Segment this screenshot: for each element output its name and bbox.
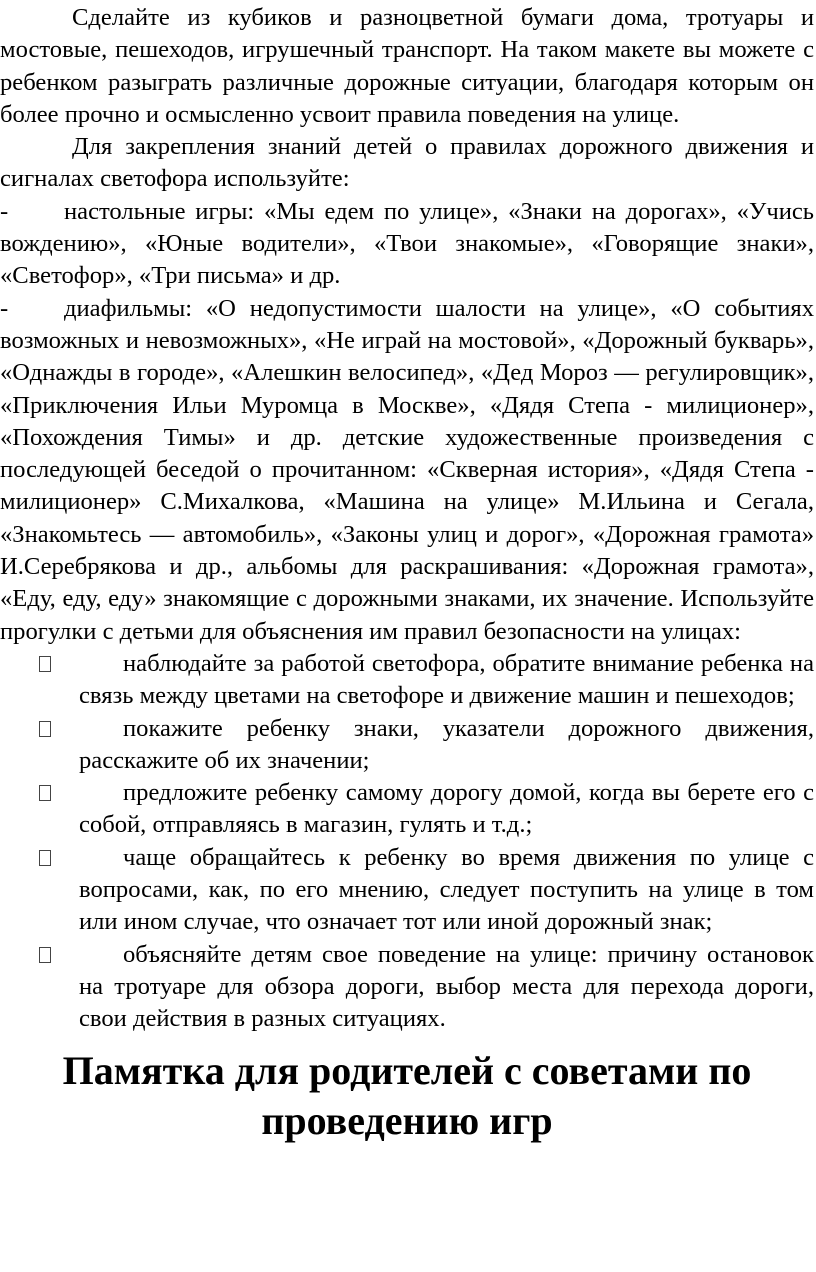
list-item — [79, 648, 814, 713]
paragraph-usage: Для закрепления знаний детей о правилах дорожного движения и сигналах светофора используйте: — [0, 133, 814, 193]
bullet-box-icon — [39, 656, 51, 672]
list-item — [79, 713, 814, 778]
paragraph-intro: Сделайте из кубиков и разноцветной бумаги дома, тротуары и мостовые, пешеходов, игрушечный транспорт. На таком макете вы можете с ребенком разыграть различные дорожные ситуации, благодаря которым он более прочно и осмысленно усвоит правила поведения на улице. — [0, 4, 814, 128]
dash-item-text: диафильмы: «О недопустимости шалости на улице», «О событиях возможных и невозможных», «Не играй на мостовой», «Дорожный букварь», «Однажды в городе», «Алешкин велосипед», «Дед Мороз — регулировщик», «Приключения Ильи Муромца в Москве», «Дядя Степа - милиционер», «Похождения Тимы» и др. детские художественные произведения с последующей беседой о прочитанном: «Скверная история», «Дядя Степа - милиционер» С.Михалкова, «Машина на улице» М.Ильина и Сегала, «Знакомьтесь — автомобиль», «Законы улиц и дорог», «Дорожная грамота» И.Серебрякова и др., альбомы для раскрашивания: «Дорожная грамота», «Еду, еду, еду» знакомящие с дорожными знаками, их значение. Используйте прогулки с детьми для объяснения им правил безопасности на улицах: — [0, 294, 814, 645]
bullet-box-icon — [39, 785, 51, 801]
dash-item-filmstrips — [0, 293, 814, 648]
advice-list — [0, 648, 814, 1036]
list-item-text: предложите ребенку самому дорогу домой, когда вы берете его с собой, отправляясь в магазин, гулять и т.д.; — [79, 779, 814, 839]
list-item — [79, 777, 814, 842]
list-item-text: объясняйте детям свое поведение на улице: причину остановок на тротуаре для обзора дороги, выбор места для перехода дороги, свои действия в разных ситуациях. — [79, 940, 814, 1033]
list-item-text: покажите ребенку знаки, указатели дорожного движения, расскажите об их значении; — [79, 714, 814, 774]
list-item-text: чаще обращайтесь к ребенку во время движения по улице с вопросами, как, по его мнению, следует поступить на улице в том или ином случае, что означает тот или иной дорожный знак; — [79, 843, 814, 936]
dash-marker: - — [0, 294, 9, 322]
list-item-text: наблюдайте за работой светофора, обратите внимание ребенка на связь между цветами на светофоре и движение машин и пешеходов; — [79, 649, 814, 710]
dash-item-board-games — [0, 196, 814, 293]
bullet-box-icon — [39, 947, 51, 963]
section-heading: Памятка для родителей с советами по проведению игр — [62, 1047, 752, 1143]
dash-item-text: настольные игры: «Мы едем по улице», «Знаки на дорогах», «Учись вождению», «Юные водители», «Твои знакомые», «Говорящие знаки», «Светофор», «Три письма» и др. — [0, 197, 814, 290]
bullet-box-icon — [39, 850, 51, 866]
list-item — [79, 842, 814, 939]
dash-marker: - — [0, 197, 9, 225]
list-item — [79, 939, 814, 1036]
bullet-box-icon — [39, 721, 51, 737]
